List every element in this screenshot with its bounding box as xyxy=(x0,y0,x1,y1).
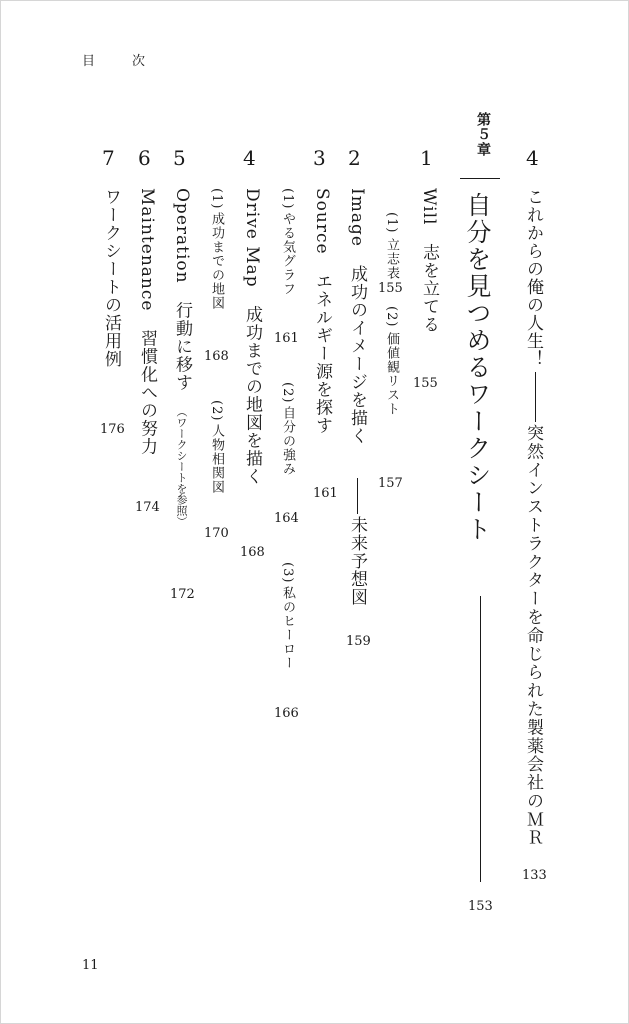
toc-sub-title: やる気グラフ xyxy=(280,212,295,296)
toc-page-number: 155 xyxy=(378,281,403,296)
toc-sub-marker: (3) xyxy=(280,562,295,584)
toc-page-number: 157 xyxy=(378,476,403,491)
toc-sub-title: 価値観リスト xyxy=(384,332,399,416)
toc-page-number: 176 xyxy=(100,422,125,437)
toc-entry-title: Image 成功のイメージを描く xyxy=(347,188,367,445)
toc-page-number: 168 xyxy=(240,545,265,560)
chapter-title: 自分を見つめるワークシート xyxy=(463,192,492,543)
toc-number: 5 xyxy=(173,146,186,170)
toc-page-number: 159 xyxy=(346,634,371,649)
page-header: 目 次 xyxy=(82,54,158,69)
toc-page-number: 155 xyxy=(413,376,438,391)
toc-sub-marker: (1) xyxy=(209,188,224,210)
dash-rule xyxy=(480,596,481,882)
toc-number: 4 xyxy=(243,146,256,170)
toc-sub-title: 立志表 xyxy=(384,238,399,280)
toc-sub-marker: (2) xyxy=(384,306,399,328)
toc-sub-marker: (2) xyxy=(280,382,295,404)
toc-entry-note: （ワークシートを参照） xyxy=(175,406,188,527)
dash-rule xyxy=(357,478,358,514)
toc-page-number: 172 xyxy=(170,587,195,602)
toc-sub-title: 私のヒーロー xyxy=(280,586,295,670)
toc-page-number: 161 xyxy=(313,486,338,501)
dash-rule xyxy=(535,372,536,422)
page-number: 11 xyxy=(82,958,99,973)
toc-page-number: 164 xyxy=(274,511,299,526)
toc-page-number: 161 xyxy=(274,331,299,346)
chapter-label: 第５章 xyxy=(475,112,491,157)
toc-page-number: 174 xyxy=(135,500,160,515)
toc-number: 2 xyxy=(348,146,361,170)
toc-entry-title: Drive Map 成功までの地図を描く xyxy=(242,188,262,486)
toc-sub-marker: (1) xyxy=(280,188,295,210)
toc-sub-marker: (2) xyxy=(209,400,224,422)
toc-page-number: 133 xyxy=(522,868,547,883)
toc-page-number: 153 xyxy=(468,899,493,914)
toc-entry-title: Operation 行動に移す xyxy=(172,188,192,392)
toc-page-number: 168 xyxy=(204,349,229,364)
toc-sub-marker: (1) xyxy=(384,212,399,234)
toc-sub-title: 成功までの地図 xyxy=(209,212,224,310)
toc-entry-subtitle: 未来予想図 xyxy=(347,516,367,606)
chapter-rule xyxy=(460,178,500,179)
toc-number: 1 xyxy=(420,146,433,170)
toc-entry-title: Maintenance 習慣化への努力 xyxy=(137,188,157,456)
toc-sub-title: 自分の強み xyxy=(280,406,295,476)
toc-sub-title: 人物相関図 xyxy=(209,424,224,494)
toc-page-number: 170 xyxy=(204,526,229,541)
toc-number: 4 xyxy=(526,146,539,170)
toc-page-number: 166 xyxy=(274,706,299,721)
toc-number: 3 xyxy=(313,146,326,170)
toc-entry-subtitle: 突然インストラクターを命じられた製薬会社のＭＲ xyxy=(523,424,543,848)
toc-entry-title: これからの俺の人生！ xyxy=(523,188,543,368)
toc-entry-title: Source エネルギー源を探す xyxy=(312,188,332,435)
toc-entry-title: Will 志を立てる xyxy=(419,188,439,334)
toc-number: 7 xyxy=(102,146,115,170)
toc-number: 6 xyxy=(138,146,151,170)
toc-entry-title: ワークシートの活用例 xyxy=(101,188,121,368)
